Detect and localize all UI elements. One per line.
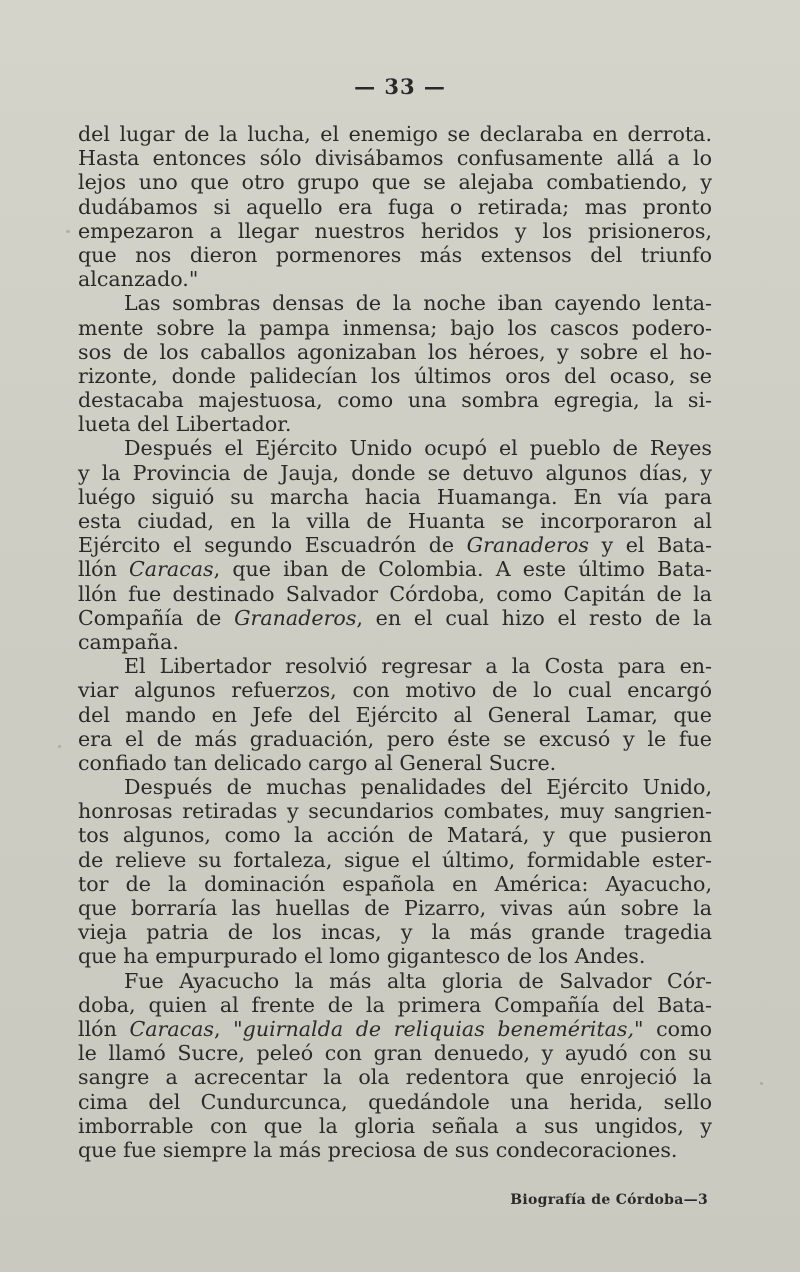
- text-line: sos de los caballos agonizaban los héroes, y sobre el ho-: [78, 339, 712, 364]
- text-line: que ha empurpurado el lomo gigantesco de los Andes.: [78, 944, 646, 969]
- text-line: Fue Ayacucho la más alta gloria de Salvador Cór-: [124, 968, 712, 993]
- text-line: cima del Cundurcunca, quedándole una herida, sello: [78, 1089, 712, 1114]
- text-line: Después el Ejército Unido ocupó el pueblo de Reyes: [124, 436, 712, 461]
- text-line: sangre a acrecentar la ola redentora que enrojeció la: [78, 1065, 712, 1090]
- text-line: de relieve su fortaleza, sigue el último, formidable ester-: [78, 847, 712, 872]
- paper-speck: [66, 230, 70, 233]
- text-line: honrosas retiradas y secundarios combates, muy sangrien-: [78, 799, 712, 824]
- text-line: llón Caracas, "guirnalda de reliquias beneméritas," como: [78, 1016, 712, 1041]
- text-line: tos algunos, como la acción de Matará, y que pusieron: [78, 823, 712, 848]
- text-line: Las sombras densas de la noche iban cayendo lenta-: [124, 291, 712, 316]
- text-line: era el de más graduación, pero éste se excusó y le fue: [78, 726, 712, 751]
- body-text: [78, 122, 712, 1162]
- text-line: alcanzado.": [78, 267, 199, 292]
- text-line: del mando en Jefe del Ejército al General Lamar, que: [78, 702, 712, 727]
- text-line: viar algunos refuerzos, con motivo de lo cual encargó: [78, 678, 712, 703]
- text-line: y la Provincia de Jauja, donde se detuvo algunos días, y: [78, 460, 712, 485]
- paper-speck: [760, 1082, 763, 1085]
- text-line: El Libertador resolvió regresar a la Costa para en-: [124, 654, 712, 679]
- text-line: rizonte, donde palidecían los últimos oros del ocaso, se: [78, 363, 712, 388]
- text-line: mente sobre la pampa inmensa; bajo los cascos podero-: [78, 315, 712, 340]
- text-line: tor de la dominación española en América: Ayacucho,: [78, 871, 712, 896]
- text-line: lueta del Libertador.: [78, 412, 292, 437]
- text-line: Compañía de Granaderos, en el cual hizo el resto de la: [78, 605, 712, 630]
- text-line: luégo siguió su marcha hacia Huamanga. En vía para: [78, 484, 712, 509]
- text-line: le llamó Sucre, peleó con gran denuedo, y ayudó con su: [78, 1041, 712, 1066]
- text-line: doba, quien al frente de la primera Compañía del Bata-: [78, 992, 712, 1017]
- text-line: vieja patria de los incas, y la más grande tragedia: [78, 920, 712, 945]
- text-line: empezaron a llegar nuestros heridos y los prisioneros,: [78, 218, 712, 243]
- text-line: llón fue destinado Salvador Córdoba, como Capitán de la: [78, 581, 712, 606]
- text-line: campaña.: [78, 629, 179, 654]
- paper-speck: [58, 745, 61, 748]
- text-line: lejos uno que otro grupo que se alejaba combatiendo, y: [78, 170, 712, 195]
- page-number: — 33 —: [354, 74, 446, 99]
- text-line: que fue siempre la más preciosa de sus condecoraciones.: [78, 1137, 678, 1162]
- text-line: Hasta entonces sólo divisábamos confusamente allá a lo: [78, 146, 712, 171]
- text-line: del lugar de la lucha, el enemigo se declaraba en derrota.: [78, 122, 712, 146]
- text-line: Ejército el segundo Escuadrón de Granaderos y el Bata-: [78, 533, 712, 558]
- text-line: Después de muchas penalidades del Ejército Unido,: [124, 775, 712, 800]
- text-line: llón Caracas, que iban de Colombia. A este último Bata-: [78, 557, 712, 582]
- text-line: destacaba majestuosa, como una sombra egregia, la si-: [78, 388, 712, 413]
- text-line: que borraría las huellas de Pizarro, vivas aún sobre la: [78, 896, 712, 920]
- text-line: imborrable con que la gloria señala a sus ungidos, y: [78, 1113, 712, 1138]
- text-line: dudábamos si aquello era fuga o retirada; mas pronto: [78, 194, 712, 219]
- text-line: esta ciudad, en la villa de Huanta se incorporaron al: [78, 509, 712, 533]
- text-line: que nos dieron pormenores más extensos del triunfo: [78, 242, 712, 267]
- page-footer: Biografía de Córdoba—3: [510, 1192, 708, 1208]
- text-line: confiado tan delicado cargo al General Sucre.: [78, 750, 557, 775]
